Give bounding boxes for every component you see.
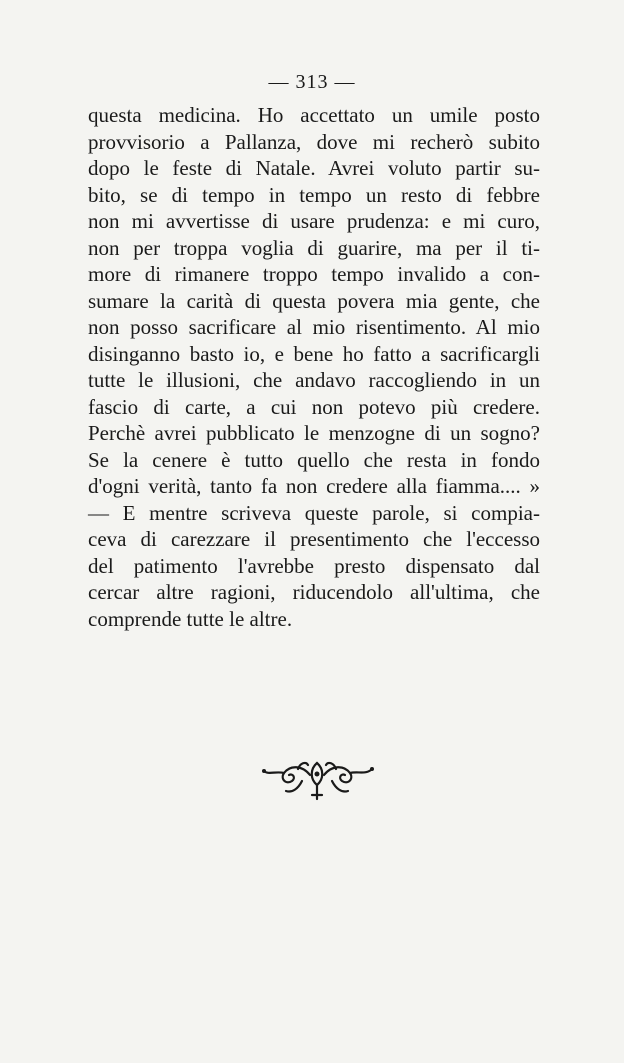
- text-line: — E mentre scriveva queste parole, si compia-: [88, 500, 540, 525]
- text-line: sumare la carità di questa povera mia gente, che: [88, 288, 540, 313]
- text-line: non posso sacrificare al mio risentimento. Al mio: [88, 315, 540, 339]
- text-line: Perchè avrei pubblicato le menzogne di un sogno?: [88, 421, 540, 445]
- text-line: fascio di carte, a cui non potevo più credere.: [88, 394, 540, 419]
- body-text: [88, 102, 540, 632]
- text-line: more di rimanere troppo tempo invalido a con-: [88, 262, 540, 286]
- text-line: cercar altre ragioni, riducendolo all'ultima, che: [88, 580, 540, 604]
- text-line: dopo le feste di Natale. Avrei voluto partir su-: [88, 156, 540, 180]
- text-line: bito, se di tempo in tempo un resto di febbre: [88, 182, 540, 207]
- floral-ornament-icon: [258, 755, 376, 805]
- text-line: questa medicina. Ho accettato un umile posto: [88, 103, 540, 127]
- text-line: d'ogni verità, tanto fa non credere alla fiamma.... »: [88, 474, 540, 498]
- text-line: del patimento l'avrebbe presto dispensato dal: [88, 553, 540, 578]
- text-line: tutte le illusioni, che andavo raccogliendo in un: [88, 368, 540, 392]
- text-line: comprende tutte le altre.: [88, 606, 293, 631]
- text-line: provvisorio a Pallanza, dove mi recherò subito: [88, 129, 540, 154]
- page-number: — 313 —: [268, 71, 356, 93]
- text-line: disinganno basto io, e bene ho fatto a sacrificargli: [88, 341, 540, 366]
- text-line: ceva di carezzare il presentimento che l'eccesso: [88, 527, 540, 551]
- text-line: Se la cenere è tutto quello che resta in fondo: [88, 447, 540, 472]
- text-line: non per troppa voglia di guarire, ma per il ti-: [88, 235, 540, 260]
- text-line: non mi avvertisse di usare prudenza: e mi curo,: [88, 209, 540, 233]
